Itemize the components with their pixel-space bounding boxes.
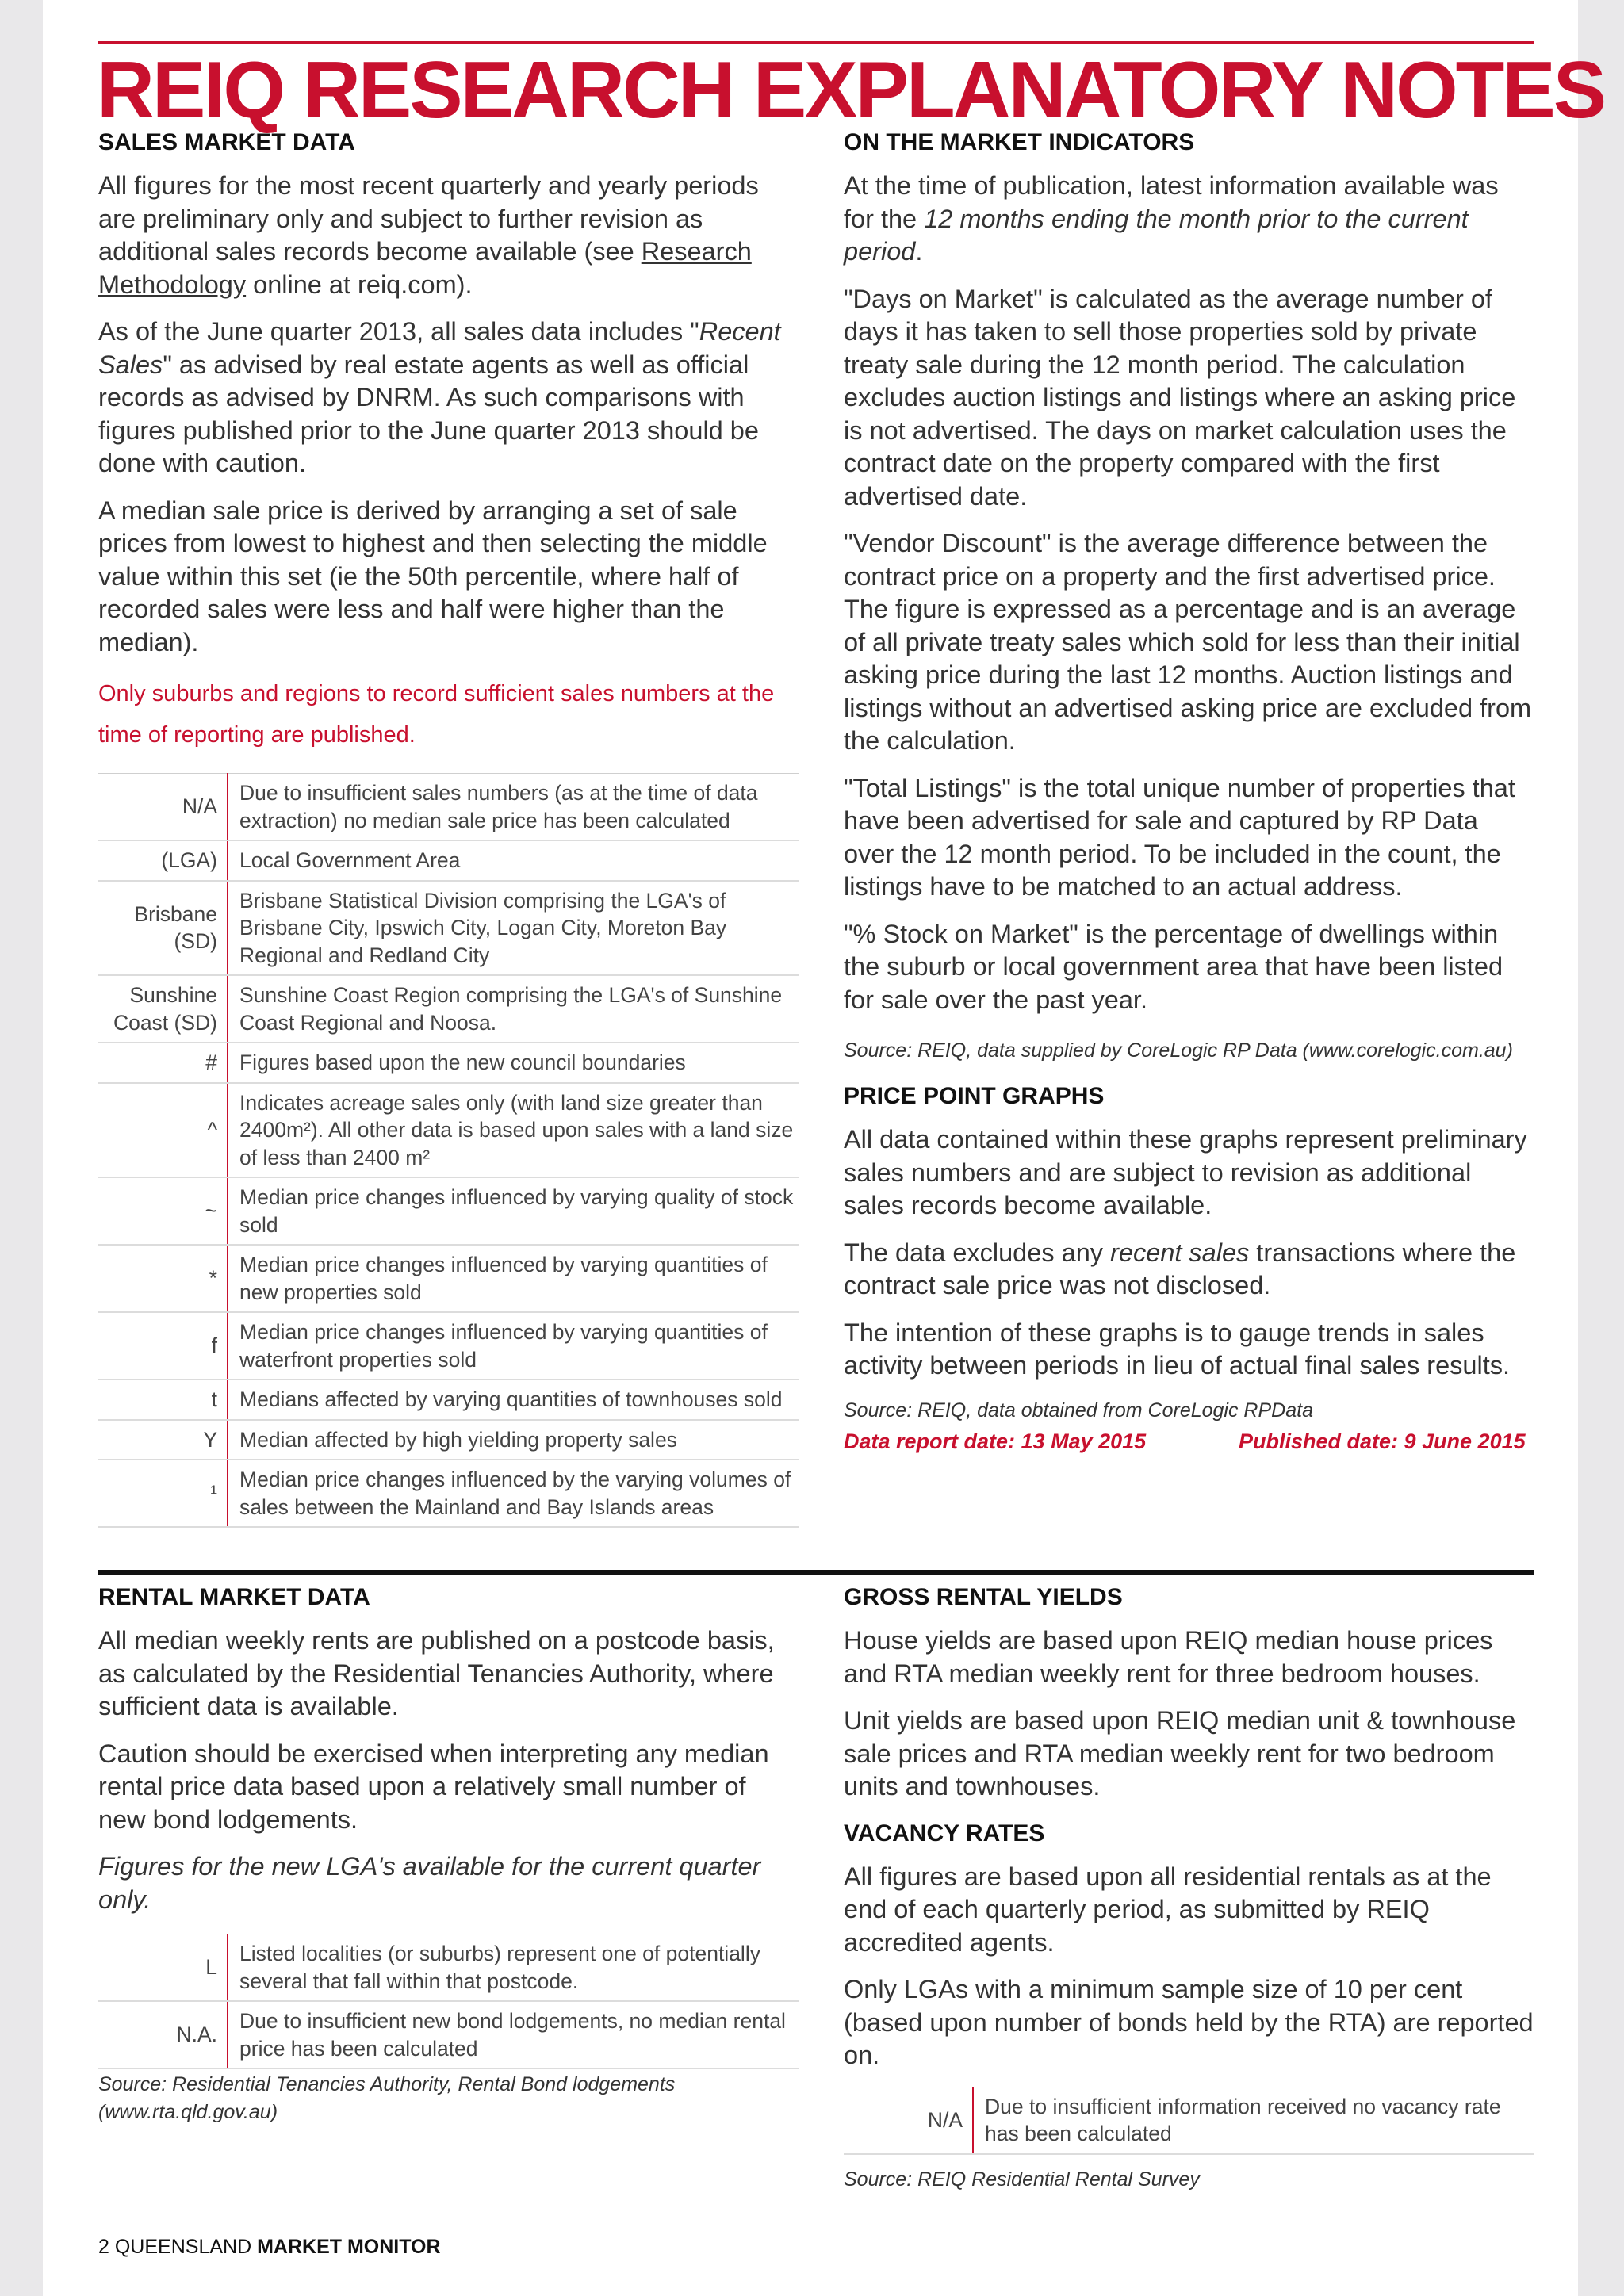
legend-description: Due to insufficient new bond lodgements, no median rental price has been calculated <box>228 2001 799 2068</box>
vacancy-paragraph-2: Only LGAs with a minimum sample size of 10 per cent (based upon number of bonds held by the RTA) are reported on. <box>844 1975 1534 2069</box>
legend-row <box>98 1312 799 1380</box>
legend-key: L <box>98 1934 228 2002</box>
published-note: Only suburbs and regions to record sufficient sales numbers at the time of reporting are published. <box>98 681 775 748</box>
legend-row <box>98 1083 799 1178</box>
page-footer <box>98 2236 441 2259</box>
legend-row <box>98 975 799 1043</box>
legend-row <box>844 2087 1534 2154</box>
legend-row <box>98 1043 799 1083</box>
gry-paragraph-1: House yields are based upon REIQ median house prices and RTA median weekly rent for three bedroom houses. <box>844 1626 1493 1688</box>
ppg-source: Source: REIQ, data obtained from CoreLogic RPData <box>844 1399 1313 1422</box>
ppg-paragraph-3: The intention of these graphs is to gauge trends in sales activity between periods in lieu of actual final sales results. <box>844 1318 1511 1380</box>
vacancy-rates-heading: VACANCY RATES <box>844 1820 1045 1846</box>
sales-paragraph-1: All figures for the most recent quarterly and yearly periods are preliminary only and subject to further revision as additional sales records become available (see Research Methodology online at reiq.com). <box>98 171 759 299</box>
legend-description: Due to insufficient information received no vacancy rate has been calculated <box>973 2087 1534 2154</box>
on-the-market-section <box>844 127 1534 1461</box>
legend-description: Median price changes influenced by the varying volumes of sales between the Mainland and Bay Islands areas <box>228 1460 799 1527</box>
published-date: Published date: 9 June 2015 <box>1239 1429 1526 1453</box>
data-report-date: Data report date: 13 May 2015 <box>844 1429 1147 1453</box>
rental-legend-table <box>98 1934 799 2069</box>
legend-description: Median price changes influenced by varying quantities of waterfront properties sold <box>228 1312 799 1380</box>
legend-row <box>98 840 799 881</box>
top-rule <box>98 41 1534 44</box>
legend-key: Sunshine Coast (SD) <box>98 975 228 1043</box>
ppg-paragraph-1: All data contained within these graphs represent preliminary sales numbers and are subject to revision as additional sales records become available. <box>844 1125 1527 1219</box>
legend-row <box>98 1934 799 2002</box>
vacancy-source: Source: REIQ Residential Rental Survey <box>844 2168 1200 2191</box>
sales-market-data-section <box>98 127 799 1528</box>
legend-row <box>98 774 799 841</box>
page <box>43 0 1605 2296</box>
legend-key: ¹ <box>98 1460 228 1527</box>
legend-key: Brisbane (SD) <box>98 881 228 976</box>
otm-paragraph-1: At the time of publication, latest information available was for the 12 months ending the month prior to the current period. <box>844 171 1499 266</box>
legend-row <box>98 1460 799 1527</box>
legend-row <box>98 1177 799 1245</box>
gross-rental-yields-heading: GROSS RENTAL YIELDS <box>844 1584 1123 1610</box>
legend-description: Indicates acreage sales only (with land size greater than 2400m²). All other data is based upon sales with a land size of less than 2400 m² <box>228 1083 799 1178</box>
otm-paragraph-5: "% Stock on Market" is the percentage of dwellings within the suburb or local government area that have been listed for sale over the past year. <box>844 919 1503 1014</box>
ppg-paragraph-2: The data excludes any recent sales transactions where the contract sale price was not disclosed. <box>844 1238 1516 1299</box>
legend-row <box>98 1245 799 1312</box>
publication-name-b: MARKET MONITOR <box>257 2236 441 2258</box>
publication-name-a: QUEENSLAND <box>114 2236 252 2258</box>
rental-market-data-heading: RENTAL MARKET DATA <box>98 1584 370 1610</box>
rental-source: Source: Residential Tenancies Authority, Rental Bond lodgements (www.rta.qld.gov.au) <box>98 2073 676 2123</box>
legend-description: Median affected by high yielding property sales <box>228 1420 799 1460</box>
otm-source: Source: REIQ, data supplied by CoreLogic RP Data (www.corelogic.com.au) <box>844 1039 1513 1062</box>
legend-key: N.A. <box>98 2001 228 2068</box>
otm-paragraph-3: "Vendor Discount" is the average difference between the contract price on a property and the first advertised price. The figure is expressed as a percentage and is an average of all private treaty sales which sold for less than their initial asking price during the last 12 months. Auction listings and listings without an advertised asking price are excluded from the calculation. <box>844 529 1532 755</box>
rental-market-data-section <box>98 1582 799 2126</box>
legend-description: Medians affected by varying quantities of townhouses sold <box>228 1380 799 1420</box>
legend-key: Y <box>98 1420 228 1460</box>
legend-description: Median price changes influenced by varying quantities of new properties sold <box>228 1245 799 1312</box>
legend-row <box>98 2001 799 2068</box>
page-title: REIQ RESEARCH EXPLANATORY NOTES <box>97 46 1605 135</box>
otm-paragraph-2: "Days on Market" is calculated as the average number of days it has taken to sell those properties sold by private treaty sale during the 12 month period. The calculation excludes auction listings and listings where an asking price is not advertised. The days on market calculation uses the contract date on the property compared with the first advertised date. <box>844 284 1516 511</box>
gry-paragraph-2: Unit yields are based upon REIQ median unit & townhouse sale prices and RTA median weekly rent for two bedroom units and townhouses. <box>844 1706 1516 1800</box>
sales-paragraph-3: A median sale price is derived by arranging a set of sale prices from lowest to highest and then selecting the middle value within this set (ie the 50th percentile, where half of recorded sales were less and half were higher than the median). <box>98 496 768 656</box>
gross-rental-yields-section <box>844 1582 1534 2194</box>
legend-description: Due to insufficient sales numbers (as at the time of data extraction) no median sale price has been calculated <box>228 774 799 841</box>
legend-key: # <box>98 1043 228 1083</box>
page-number: 2 <box>98 2236 109 2258</box>
legend-description: Figures based upon the new council boundaries <box>228 1043 799 1083</box>
legend-key: f <box>98 1312 228 1380</box>
legend-key: N/A <box>98 774 228 841</box>
legend-key: ~ <box>98 1177 228 1245</box>
legend-row <box>98 1420 799 1460</box>
rental-paragraph-2: Caution should be exercised when interpreting any median rental price data based upon a relatively small number of new bond lodgements. <box>98 1739 769 1834</box>
legend-key: * <box>98 1245 228 1312</box>
legend-description: Brisbane Statistical Division comprising the LGA's of Brisbane City, Ipswich City, Logan City, Moreton Bay Regional and Redland City <box>228 881 799 976</box>
otm-paragraph-4: "Total Listings" is the total unique number of properties that have been advertised for sale and captured by RP Data over the 12 month period. To be included in the count, the listings have to be matched to an actual address. <box>844 773 1515 901</box>
section-divider <box>98 1570 1534 1575</box>
legend-description: Median price changes influenced by varying quality of stock sold <box>228 1177 799 1245</box>
legend-description: Listed localities (or suburbs) represent one of potentially several that fall within that postcode. <box>228 1934 799 2002</box>
vacancy-paragraph-1: All figures are based upon all residential rentals as at the end of each quarterly period, as submitted by REIQ accredited agents. <box>844 1862 1492 1957</box>
legend-row <box>98 1380 799 1420</box>
vacancy-legend-table <box>844 2087 1534 2155</box>
rental-paragraph-1: All median weekly rents are published on a postcode basis, as calculated by the Residential Tenancies Authority, where sufficient data is available. <box>98 1626 775 1720</box>
legend-description: Local Government Area <box>228 840 799 881</box>
research-methodology-link[interactable]: Research Methodology <box>98 237 752 299</box>
rental-paragraph-3: Figures for the new LGA's available for the current quarter only. <box>98 1852 761 1914</box>
sales-legend-table <box>98 773 799 1528</box>
legend-key: N/A <box>844 2087 973 2154</box>
on-the-market-heading: ON THE MARKET INDICATORS <box>844 129 1195 155</box>
report-dates <box>844 1429 1534 1461</box>
sales-market-data-heading: SALES MARKET DATA <box>98 129 355 155</box>
legend-key: ^ <box>98 1083 228 1178</box>
legend-row <box>98 881 799 976</box>
legend-key: t <box>98 1380 228 1420</box>
legend-key: (LGA) <box>98 840 228 881</box>
legend-description: Sunshine Coast Region comprising the LGA's of Sunshine Coast Regional and Noosa. <box>228 975 799 1043</box>
price-point-graphs-heading: PRICE POINT GRAPHS <box>844 1083 1105 1109</box>
sales-paragraph-2: As of the June quarter 2013, all sales data includes "Recent Sales" as advised by real estate agents as well as official records as advised by DNRM. As such comparisons with figures published prior to the June quarter 2013 should be done with caution. <box>98 317 781 477</box>
